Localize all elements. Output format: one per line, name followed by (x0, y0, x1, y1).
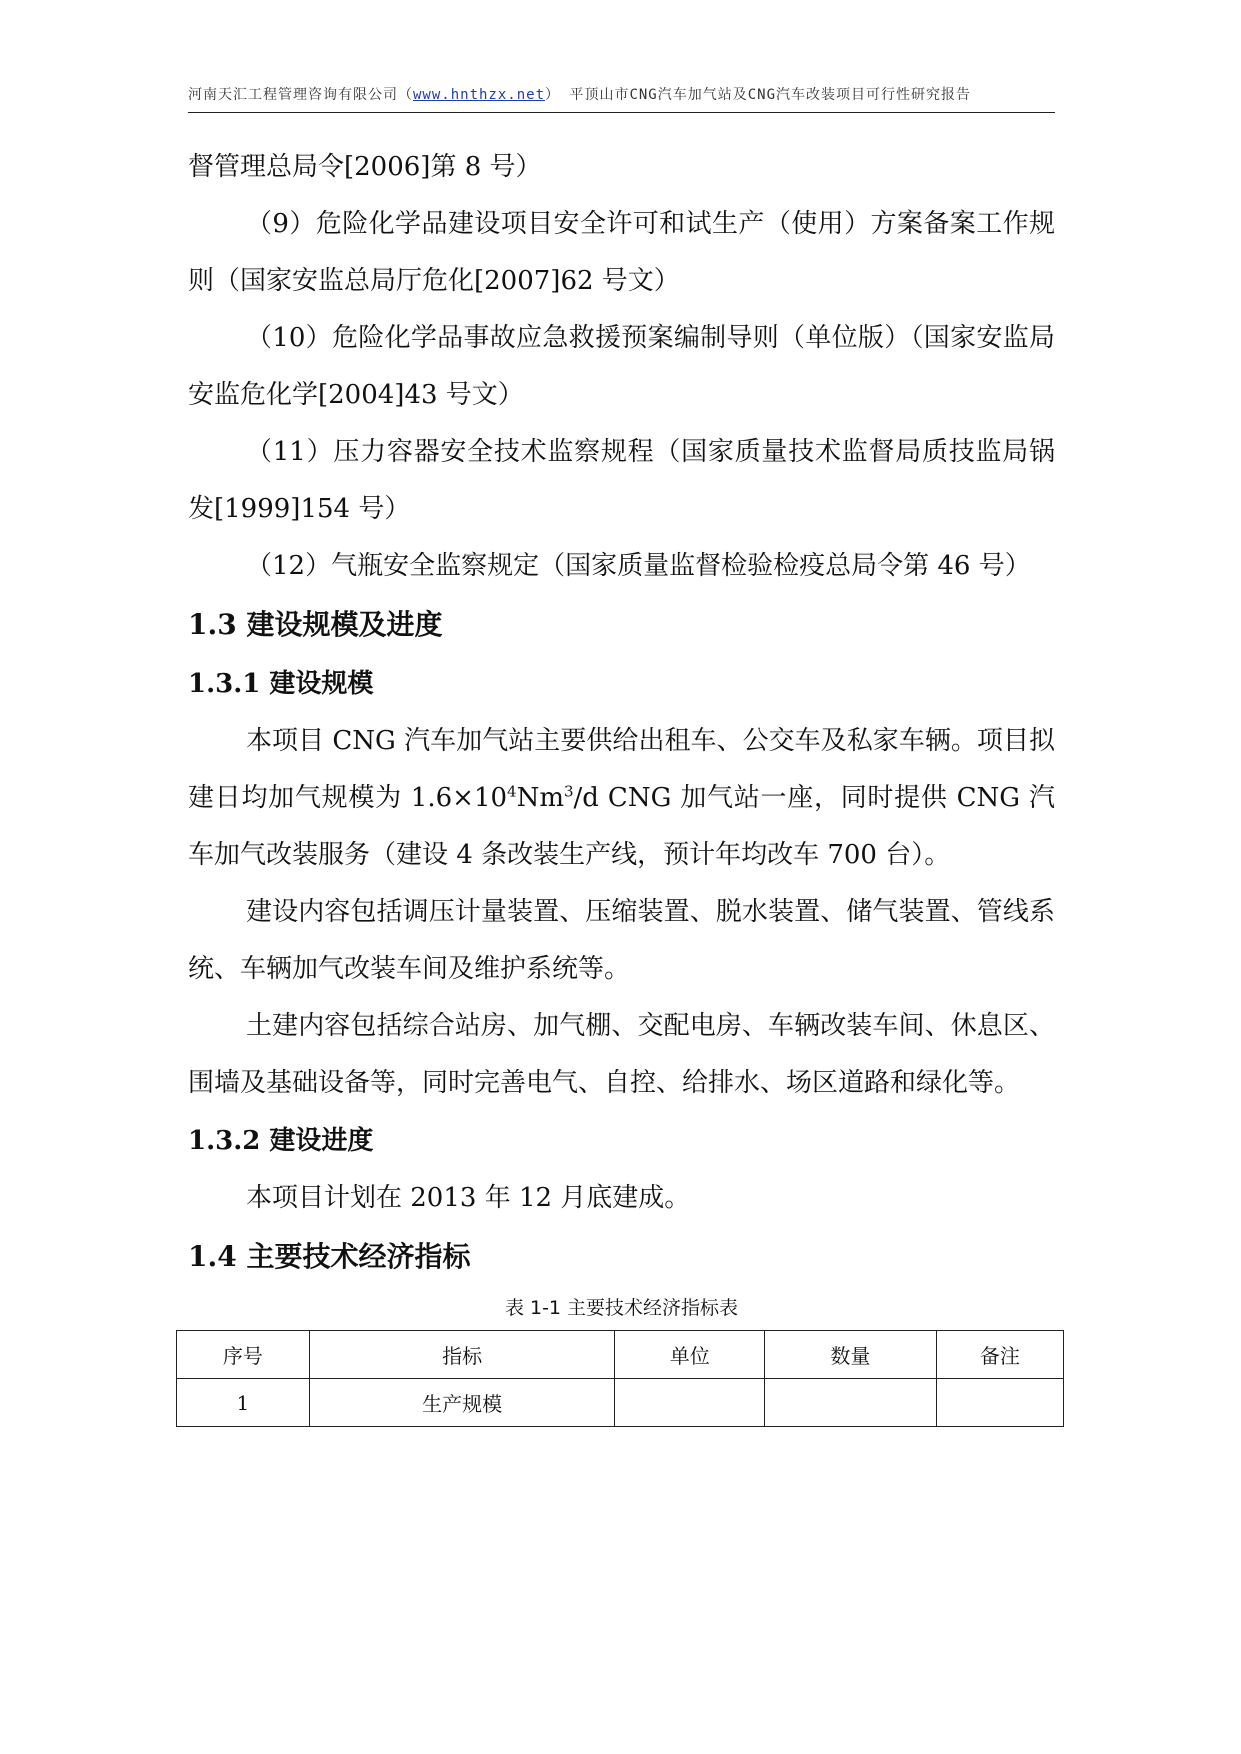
table-cell (615, 1379, 765, 1427)
table-header-row (177, 1331, 1064, 1379)
paragraph-continued: 督管理总局令[2006]第 8 号） (188, 152, 542, 182)
civil-works-paragraph: 土建内容包括综合站房、加气棚、交配电房、车辆改装车间、休息区、围墙及基础设备等，同时完善电气、自控、给排水、场区道路和绿化等。 (188, 1011, 1055, 1098)
reference-item-11: （11）压力容器安全技术监察规程（国家质量技术监督局质技监局锅发[1999]154 号） (188, 437, 1055, 524)
header-company: 河南天汇工程管理咨询有限公司（ (188, 87, 413, 103)
indicator-table (176, 1330, 1064, 1427)
header-cell-quantity: 数量 (764, 1331, 936, 1379)
header-cell-index: 序号 (177, 1331, 310, 1379)
schedule-paragraph: 本项目计划在 2013 年 12 月底建成。 (246, 1183, 691, 1213)
body-content (188, 139, 1055, 1323)
table-caption: 表 1-1 主要技术经济指标表 (504, 1297, 739, 1319)
header-website-link[interactable]: www.hnthzx.net (413, 87, 546, 103)
reference-item-9: （9）危险化学品建设项目安全许可和试生产（使用）方案备案工作规则（国家安监总局厅危化[2007]62 号文） (188, 209, 1055, 296)
table-row (177, 1379, 1064, 1427)
table-cell (764, 1379, 936, 1427)
reference-item-12: （12）气瓶安全监察规定（国家质量监督检验检疫总局令第 46 号） (246, 551, 1031, 581)
subsection-heading-1-3-2: 1.3.2 建设进度 (188, 1126, 374, 1156)
subsection-heading-1-3-1: 1.3.1 建设规模 (188, 669, 374, 699)
running-header (188, 84, 1055, 113)
table-cell: 生产规模 (309, 1379, 615, 1427)
header-cell-remarks: 备注 (936, 1331, 1063, 1379)
header-cell-unit: 单位 (615, 1331, 765, 1379)
table-cell (936, 1379, 1063, 1427)
table-cell: 1 (177, 1379, 310, 1427)
section-heading-1-3: 1.3 建设规模及进度 (188, 608, 443, 641)
header-report-title: ） 平顶山市CNG汽车加气站及CNG汽车改装项目可行性研究报告 (545, 87, 972, 103)
reference-item-10: （10）危险化学品事故应急救援预案编制导则（单位版）（国家安监局安监危化学[2004]43 号文） (188, 323, 1055, 410)
construction-scale-paragraph: 本项目 CNG 汽车加气站主要供给出租车、公交车及私家车辆。项目拟建日均加气规模为 $1.6\times 10^4Nm^3/d$ CNG 加气站一座，同时提供 CNG 汽车加气改装服务（建设 4 条改装生产线，预计年均改车 700 台）。 (188, 726, 1055, 870)
construction-content-paragraph: 建设内容包括调压计量装置、压缩装置、脱水装置、储气装置、管线系统、车辆加气改装车间及维护系统等。 (188, 897, 1055, 984)
section-heading-1-4: 1.4 主要技术经济指标 (188, 1240, 471, 1273)
header-cell-indicator: 指标 (309, 1331, 615, 1379)
